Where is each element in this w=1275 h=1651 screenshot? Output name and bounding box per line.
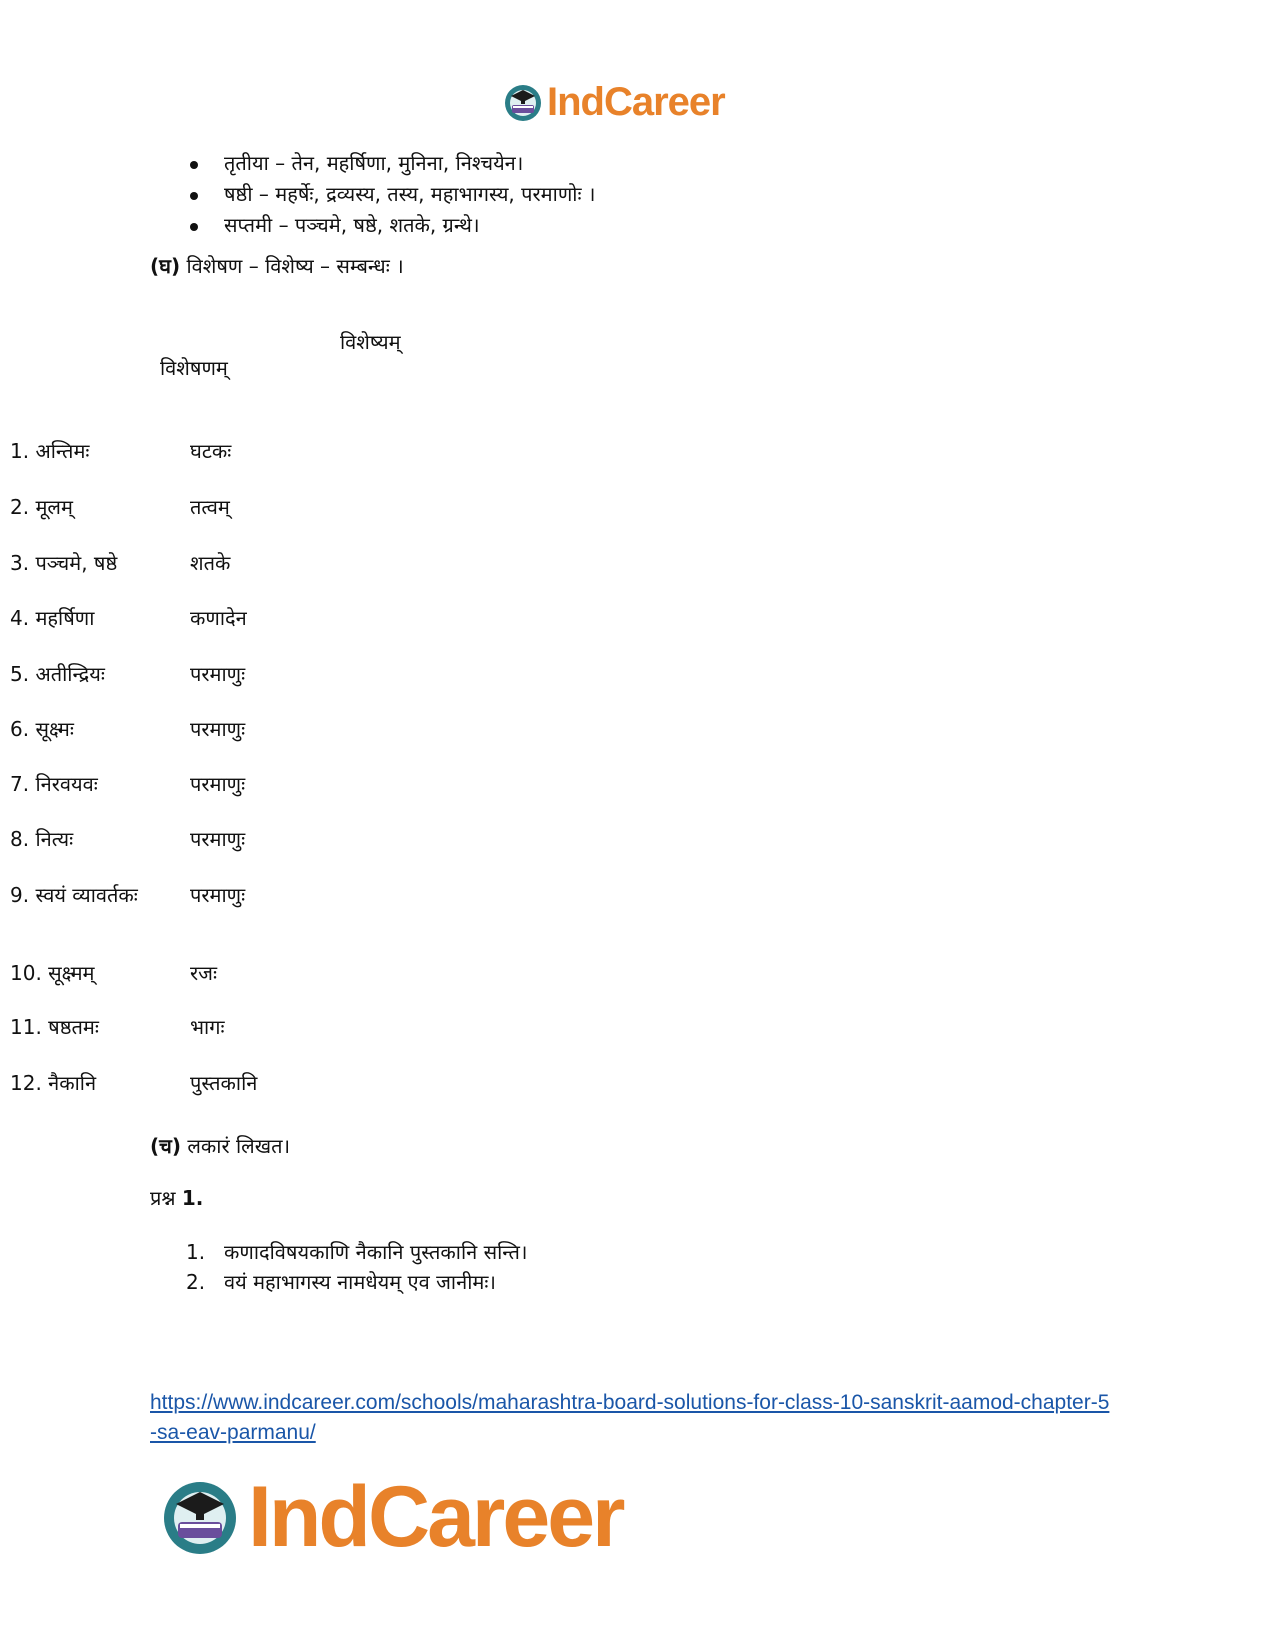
brand-name: IndCareer	[248, 1469, 623, 1565]
table-cell-visheshan: 7. निरवयवः	[10, 772, 98, 796]
source-link[interactable]: https://www.indcareer.com/schools/maharashtra-board-solutions-for-class-10-sanskrit-aamod-chapter-5-sa-eav-parmanu/	[150, 1391, 1110, 1444]
graduation-book-icon	[503, 83, 543, 123]
section-heading-gha	[150, 252, 404, 280]
question-label	[150, 1184, 203, 1212]
table-cell-visheshya: पुस्तकानि	[190, 1071, 258, 1095]
question-word: प्रश्न	[150, 1186, 176, 1210]
table-cell-visheshan: 3. पञ्चमे, षष्ठे	[10, 551, 118, 575]
table-cell-visheshan: 10. सूक्ष्मम्	[10, 961, 95, 985]
table-cell-visheshan: 2. मूलम्	[10, 495, 73, 519]
table-header	[150, 328, 430, 408]
table-cell-visheshya: कणादेन	[190, 606, 247, 630]
table-cell-visheshan: 11. षष्ठतमः	[10, 1015, 99, 1039]
table-cell-visheshan: 9. स्वयं व्यावर्तकः	[10, 883, 138, 907]
table-cell-visheshan: 1. अन्तिमः	[10, 439, 90, 463]
table-cell-visheshya: तत्वम्	[190, 495, 230, 519]
table-cell-visheshya: परमाणुः	[190, 772, 246, 796]
table-cell-visheshya: परमाणुः	[190, 717, 246, 741]
indcareer-logo-bottom	[160, 1468, 623, 1567]
answer-list	[186, 1237, 527, 1297]
table-cell-visheshya: परमाणुः	[190, 883, 246, 907]
graduation-book-icon	[160, 1478, 240, 1558]
table-cell-visheshan: 8. नित्यः	[10, 827, 74, 851]
table-cell-visheshya: घटकः	[190, 439, 232, 463]
list-item: तृतीया – तेन, महर्षिणा, मुनिना, निश्चयेन।	[186, 148, 595, 179]
table-cell-visheshya: परमाणुः	[190, 662, 246, 686]
list-item: 1. कणादविषयकाणि नैकानि पुस्तकानि सन्ति।	[186, 1240, 528, 1264]
column-header: विशेषणम्	[160, 356, 228, 380]
table-cell-visheshya: परमाणुः	[190, 827, 246, 851]
list-item: 2. वयं महाभागस्य नामधेयम् एव जानीमः।	[186, 1270, 496, 1294]
table-cell-visheshan: 5. अतीन्द्रियः	[10, 662, 105, 686]
indcareer-logo-top	[503, 80, 725, 125]
list-item: सप्तमी – पञ्चमे, षष्ठे, शतके, ग्रन्थे।	[186, 210, 595, 241]
section-heading-cha	[150, 1132, 290, 1160]
table-cell-visheshan: 12. नैकानि	[10, 1071, 97, 1095]
list-item: षष्ठी – महर्षेः, द्रव्यस्य, तस्य, महाभागस्य, परमाणोः ।	[186, 179, 595, 210]
section-title: विशेषण – विशेष्य – सम्बन्धः ।	[186, 254, 404, 278]
section-marker: (घ)	[150, 254, 181, 278]
section-title: लकारं लिखत।	[187, 1134, 291, 1158]
table-cell-visheshan: 4. महर्षिणा	[10, 606, 95, 630]
visheshan-table	[150, 328, 430, 408]
section-marker: (च)	[150, 1134, 181, 1158]
case-bullet-list	[186, 148, 595, 241]
table-cell-visheshya: रजः	[190, 961, 218, 985]
table-cell-visheshya: शतके	[190, 551, 231, 575]
table-cell-visheshya: भागः	[190, 1015, 225, 1039]
table-cell-visheshan: 6. सूक्ष्मः	[10, 717, 74, 741]
brand-name: IndCareer	[547, 80, 725, 124]
question-number: 1.	[181, 1186, 204, 1210]
column-header: विशेष्यम्	[340, 330, 401, 354]
